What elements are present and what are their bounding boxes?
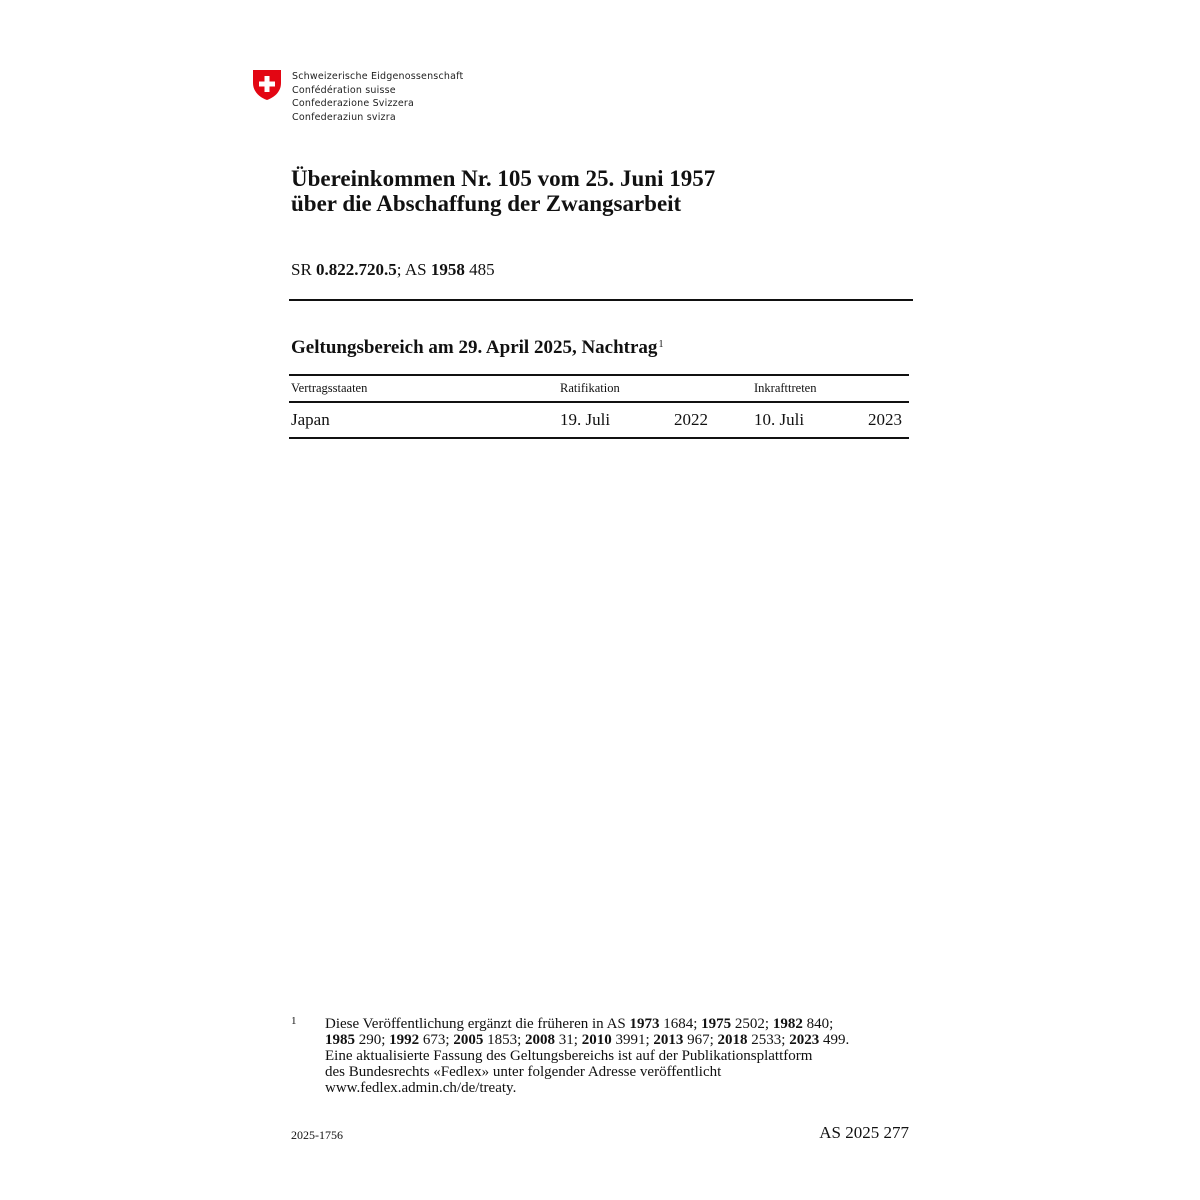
sr-number: 0.822.720.5 <box>316 260 397 279</box>
column-header-ratification: Ratifikation <box>560 381 620 395</box>
ref-page: 2533; <box>747 1032 790 1048</box>
section-divider <box>289 299 913 301</box>
confederation-name-it: Confederazione Svizzera <box>292 98 415 109</box>
cell-state: Japan <box>291 410 330 429</box>
ref-page: 3991; <box>611 1032 654 1048</box>
footnote-intro: Diese Veröffentlichung ergänzt die früheren in AS <box>325 1016 630 1032</box>
ref-year: 2013 <box>653 1032 684 1048</box>
sr-reference <box>291 260 495 280</box>
ref-page: 2502; <box>731 1016 773 1032</box>
footnote-line3: Eine aktualisierte Fassung des Geltungsbereichs ist auf der Publikationsplattform <box>325 1048 813 1064</box>
table-bottom-rule <box>289 437 909 439</box>
document-number: 2025-1756 <box>291 1128 343 1142</box>
ref-year: 2023 <box>789 1032 820 1048</box>
ref-page: 1853; <box>483 1032 526 1048</box>
ref-year: 2008 <box>525 1032 556 1048</box>
confederation-name-de: Schweizerische Eidgenossenschaft <box>292 71 464 82</box>
sr-prefix: SR <box>291 260 317 279</box>
footnote-line2 <box>325 1032 905 1048</box>
ref-year: 1973 <box>629 1016 660 1032</box>
as-page: 485 <box>464 260 495 279</box>
footnote-line1 <box>325 1016 905 1032</box>
footnote-url: www.fedlex.admin.ch/de/treaty. <box>325 1080 517 1096</box>
column-header-entry-into-force: Inkrafttreten <box>754 381 817 395</box>
table-header-rule <box>289 401 909 403</box>
cell-ratification-year: 2022 <box>674 410 708 429</box>
cell-entry-year: 2023 <box>868 410 902 429</box>
ref-year: 1992 <box>389 1032 420 1048</box>
ref-page: 31; <box>555 1032 582 1048</box>
ref-year: 1982 <box>772 1016 803 1032</box>
document-title-line1: Übereinkommen Nr. 105 vom 25. Juni 1957 <box>291 166 716 191</box>
ref-year: 1985 <box>325 1032 355 1048</box>
cell-ratification-date: 19. Juli <box>560 410 611 429</box>
confederation-name-rm: Confederaziun svizra <box>292 111 396 123</box>
scope-heading-text: Geltungsbereich am 29. April 2025, Nachtrag <box>291 337 658 358</box>
swiss-cross-shield-icon <box>252 69 282 101</box>
confederation-names <box>292 70 463 124</box>
page-reference: AS 2025 277 <box>819 1123 909 1142</box>
confederation-name-fr: Confédération suisse <box>292 84 396 96</box>
document-title <box>291 166 715 216</box>
footnote-reference: 1 <box>658 339 664 350</box>
ref-page: 673; <box>419 1032 454 1048</box>
ref-year: 2018 <box>717 1032 748 1048</box>
document-title-line2: über die Abschaffung der Zwangsarbeit <box>291 191 682 216</box>
ref-page: 840; <box>802 1016 834 1032</box>
ref-year: 1975 <box>701 1016 732 1032</box>
ref-page: 967; <box>683 1032 718 1048</box>
ref-page: 1684; <box>659 1016 702 1032</box>
footnote-mark: 1 <box>291 1015 297 1027</box>
as-year: 1958 <box>430 260 465 279</box>
column-header-state: Vertragsstaaten <box>291 381 368 395</box>
as-prefix: ; AS <box>396 260 431 279</box>
ref-page: 499. <box>819 1032 850 1048</box>
table-top-rule <box>289 374 909 376</box>
ref-year: 2010 <box>581 1032 612 1048</box>
ref-year: 2005 <box>453 1032 484 1048</box>
footnote-line4: des Bundesrechts «Fedlex» unter folgender Adresse veröffentlicht <box>325 1064 722 1080</box>
ref-page: 290; <box>355 1032 390 1048</box>
footnote-text <box>325 1016 905 1096</box>
cell-entry-date: 10. Juli <box>754 410 805 429</box>
scope-heading <box>291 337 663 359</box>
